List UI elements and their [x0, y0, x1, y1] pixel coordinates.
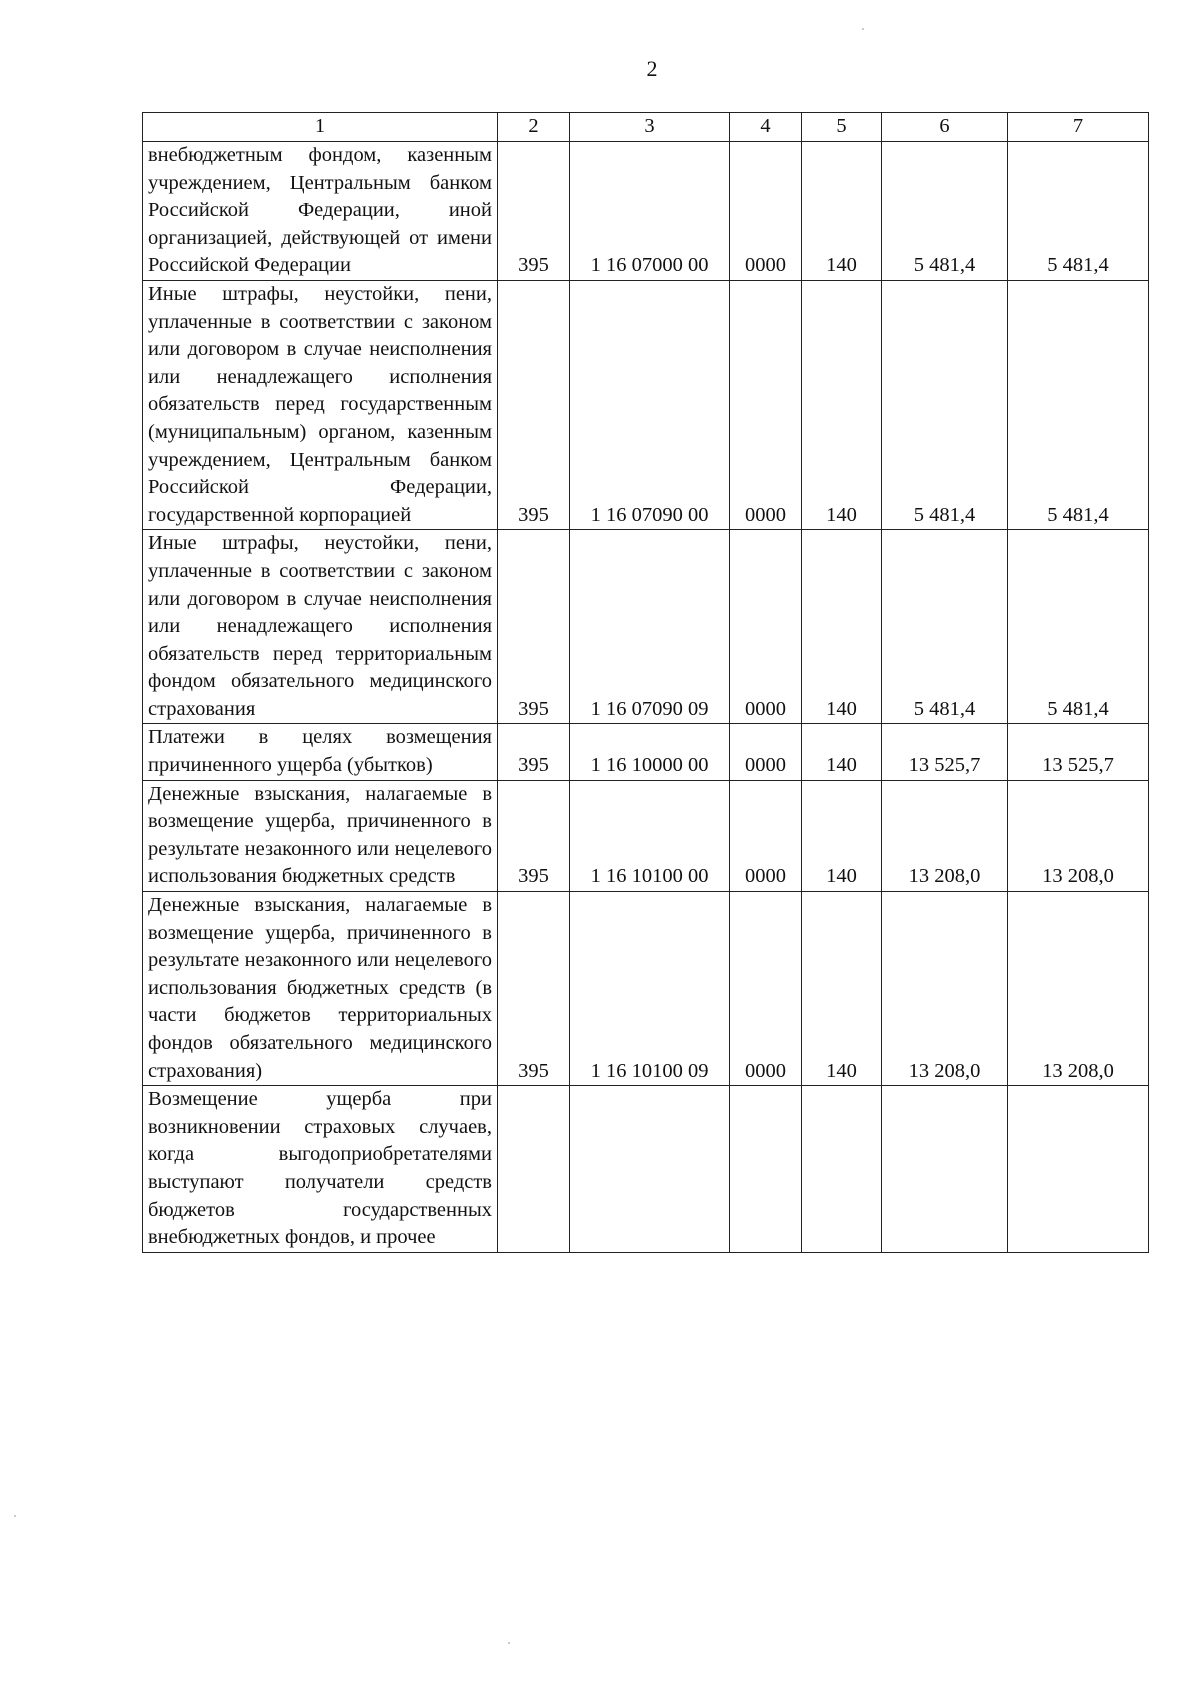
header-row: [143, 113, 1149, 142]
amount-cell-7: 5 481,4: [1008, 530, 1149, 724]
table-row: [143, 892, 1149, 1086]
admin-code-cell: 395: [498, 724, 570, 780]
amount-cell-7: 5 481,4: [1008, 142, 1149, 281]
row-description: Платежи в целях возмещения причиненного ущерба (убытков): [143, 724, 498, 780]
amount-cell-6: 5 481,4: [882, 530, 1008, 724]
table-row: [143, 724, 1149, 780]
admin-code-cell: 395: [498, 142, 570, 281]
table-header: [143, 113, 1149, 142]
admin-code-cell: 395: [498, 892, 570, 1086]
table-body: [143, 142, 1149, 1253]
revenue-code-cell: 1 16 07000 00: [570, 142, 730, 281]
program-code-cell: 0000: [730, 892, 802, 1086]
row-description: Иные штрафы, неустойки, пени, уплаченные в соответствии с законом или договором в случае неисполнения или ненадлежащего исполнения обязательств перед государственным (муниципальным) органом, казенным учреждением, Центральным банком Российской Федерации, государственной корпорацией: [143, 280, 498, 529]
amount-cell-7: 13 525,7: [1008, 724, 1149, 780]
program-code-cell: 0000: [730, 780, 802, 891]
amount-cell-6: 5 481,4: [882, 142, 1008, 281]
scan-speck: [508, 1642, 510, 1644]
revenue-code-cell: 1 16 10000 00: [570, 724, 730, 780]
amount-cell-7: [1008, 1086, 1149, 1253]
amount-cell-7: 13 208,0: [1008, 780, 1149, 891]
table-row: [143, 530, 1149, 724]
revenue-code-cell: 1 16 07090 00: [570, 280, 730, 529]
row-description: Иные штрафы, неустойки, пени, уплаченные в соответствии с законом или договором в случае неисполнения или ненадлежащего исполнения обязательств перед территориальным фондом обязательного медицинского страхования: [143, 530, 498, 724]
table-row: [143, 280, 1149, 529]
page-number: 2: [646, 56, 658, 81]
row-description: Денежные взыскания, налагаемые в возмещение ущерба, причиненного в результате незаконного или нецелевого использования бюджетных средств: [143, 780, 498, 891]
economic-code-cell: 140: [802, 280, 882, 529]
table-row: [143, 142, 1149, 281]
row-description: внебюджетным фондом, казенным учреждением, Центральным банком Российской Федерации, иной организацией, действующей от имени Российской Федерации: [143, 142, 498, 281]
amount-cell-7: 5 481,4: [1008, 280, 1149, 529]
program-code-cell: 0000: [730, 724, 802, 780]
column-header-6: 6: [882, 113, 1008, 142]
amount-cell-7: 13 208,0: [1008, 892, 1149, 1086]
row-description: Возмещение ущерба при возникновении страховых случаев, когда выгодоприобретателями выступают получатели средств бюджетов государственных внебюджетных фондов, и прочее: [143, 1086, 498, 1253]
column-header-5: 5: [802, 113, 882, 142]
revenue-code-cell: 1 16 10100 00: [570, 780, 730, 891]
program-code-cell: 0000: [730, 280, 802, 529]
revenue-code-cell: 1 16 07090 09: [570, 530, 730, 724]
table-row: [143, 1086, 1149, 1253]
amount-cell-6: 5 481,4: [882, 280, 1008, 529]
amount-cell-6: 13 208,0: [882, 780, 1008, 891]
economic-code-cell: 140: [802, 724, 882, 780]
program-code-cell: 0000: [730, 142, 802, 281]
table-row: [143, 780, 1149, 891]
amount-cell-6: 13 208,0: [882, 892, 1008, 1086]
column-header-3: 3: [570, 113, 730, 142]
economic-code-cell: 140: [802, 530, 882, 724]
revenue-code-cell: [570, 1086, 730, 1253]
admin-code-cell: 395: [498, 280, 570, 529]
economic-code-cell: 140: [802, 780, 882, 891]
economic-code-cell: 140: [802, 142, 882, 281]
admin-code-cell: 395: [498, 530, 570, 724]
column-header-7: 7: [1008, 113, 1149, 142]
economic-code-cell: 140: [802, 892, 882, 1086]
budget-table: [142, 112, 1149, 1253]
program-code-cell: [730, 1086, 802, 1253]
column-header-4: 4: [730, 113, 802, 142]
revenue-code-cell: 1 16 10100 09: [570, 892, 730, 1086]
admin-code-cell: 395: [498, 780, 570, 891]
column-header-1: 1: [143, 113, 498, 142]
row-description: Денежные взыскания, налагаемые в возмещение ущерба, причиненного в результате незаконного или нецелевого использования бюджетных средств (в части бюджетов территориальных фондов обязательного медицинского страхования): [143, 892, 498, 1086]
admin-code-cell: [498, 1086, 570, 1253]
program-code-cell: 0000: [730, 530, 802, 724]
column-header-2: 2: [498, 113, 570, 142]
scan-speck: [862, 28, 864, 30]
scan-speck: [14, 1515, 16, 1517]
economic-code-cell: [802, 1086, 882, 1253]
amount-cell-6: 13 525,7: [882, 724, 1008, 780]
amount-cell-6: [882, 1086, 1008, 1253]
